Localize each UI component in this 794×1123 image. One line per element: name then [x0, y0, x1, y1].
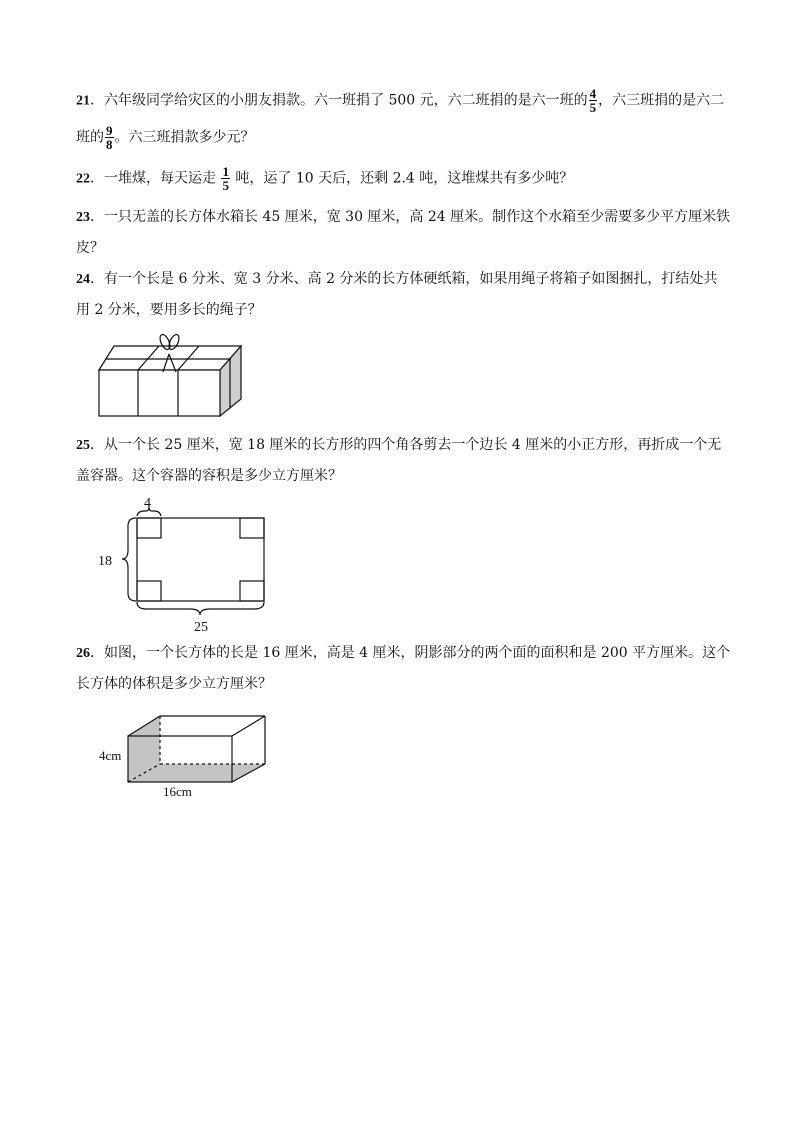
q24-box-figure	[96, 332, 246, 420]
q21-fraction-2: $\frac{9}{8}$	[106, 123, 113, 152]
q24-line-2	[76, 300, 262, 320]
q24-text-b: 用 2 分米，要用多长的绳子？	[76, 302, 262, 318]
q25-text-b: 盖容器。这个容器的容积是多少立方厘米？	[76, 468, 342, 484]
q25-line-2	[76, 466, 342, 486]
q23-text-b: 皮？	[76, 240, 104, 256]
corner-square-bl	[137, 581, 161, 601]
corner-square-tr	[240, 518, 264, 538]
q24-number: 24	[76, 272, 90, 287]
q23-number: 23	[76, 210, 90, 225]
q25-figure	[94, 494, 274, 634]
q21-text-a: ．六年级同学给灾区的小朋友捐款。六一班捐了 500 元，六二班捐的是六一班的	[90, 92, 588, 109]
q24-text-a: ．有一个长是 6 分米、宽 3 分米、高 2 分米的长方体硬纸箱，如果用绳子将箱子如图捆扎，打结处共	[90, 271, 718, 287]
q25-number: 25	[76, 438, 90, 453]
q21-fraction-1: $\frac{4}{5}$	[589, 86, 597, 115]
left-brace	[122, 518, 136, 601]
q25-text-a: ．从一个长 25 厘米，宽 18 厘米的长方形的四个角各剪去一个边长 4 厘米的小正方形，再折成一个无	[90, 437, 722, 453]
q21-text-b: ，六三班捐的是六二	[598, 92, 725, 109]
q22-fraction: $\frac{1}{5}$	[222, 164, 229, 193]
label-length-16cm: 16cm	[163, 784, 192, 799]
q26-text-b: 长方体的体积是多少立方厘米？	[76, 676, 272, 692]
q21-line-1	[76, 87, 724, 114]
top-right-edge	[232, 716, 265, 736]
q25-line-1	[76, 435, 721, 456]
q26-line-1	[76, 643, 730, 664]
box-front-face	[99, 370, 220, 416]
q26-line-2	[76, 674, 272, 694]
sheet-rectangle	[137, 518, 264, 601]
q26-text-a: ．如图，一个长方体的长是 16 厘米，高是 4 厘米，阴影部分的两个面的面积和是 200 平方厘米。这个	[90, 645, 731, 661]
q22-text-a: ．一堆煤，每天运走	[90, 170, 216, 187]
q22-number: 22	[76, 171, 90, 187]
q23-line-1	[76, 207, 730, 228]
q26-cuboid-figure	[96, 708, 276, 800]
corner-square-tl	[137, 518, 161, 538]
q23-text-a: ．一只无盖的长方体水箱长 45 厘米，宽 30 厘米，高 24 厘米。制作这个水箱至少需要多少平方厘米铁	[90, 209, 731, 225]
q21-number: 21	[76, 93, 90, 109]
q21-text-c: 班的	[76, 129, 104, 146]
label-width-25: 25	[194, 620, 208, 635]
label-height-4cm: 4cm	[99, 748, 122, 763]
label-height-18: 18	[98, 554, 112, 569]
q22-text-b: 吨，运了 10 天后，还剩 2.4 吨，这堆煤共有多少吨？	[235, 170, 574, 187]
bottom-brace	[137, 602, 264, 615]
q24-line-1	[76, 269, 717, 290]
q26-number: 26	[76, 646, 90, 661]
q22-line-1	[76, 165, 573, 192]
q21-line-2	[76, 124, 255, 151]
q21-text-d: 。六三班捐款多少元？	[114, 129, 255, 146]
q23-line-2	[76, 238, 104, 258]
label-corner-4: 4	[144, 496, 151, 511]
corner-square-br	[240, 581, 264, 601]
